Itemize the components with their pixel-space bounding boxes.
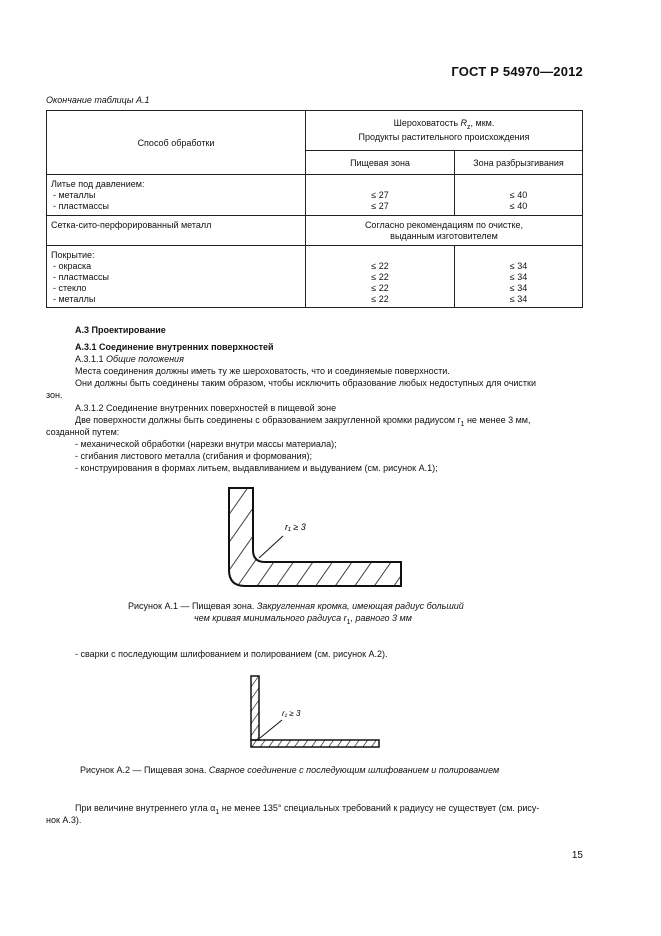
paragraph-1: Места соединения должны иметь ту же шероховатость, что и соединяемые поверхности. [75, 366, 450, 376]
list-item: - сгибания листового металла (сгибания и формования); [75, 451, 312, 461]
figure-a2-caption: Рисунок А.2 — Пищевая зона. Сварное соединение с последующим шлифованием и полированием [80, 765, 500, 775]
table-header-roughness: Шероховатость $R_z$, мкм. Продукты растительного происхождения [306, 111, 583, 151]
figure-a2-radius-label: r₁ ≥ 3 [282, 709, 301, 718]
paragraph-2: Они должны быть соединены таким образом, чтобы исключить образование любых недоступных для очистки [75, 378, 536, 388]
figure-a1-drawing [215, 478, 415, 598]
roughness-table [46, 110, 583, 308]
figure-a2-drawing [244, 672, 384, 752]
table-row: Сетка-сито-перфорированный металл Согласно рекомендациям по очистке, выданным изготовителем [47, 216, 583, 246]
document-code: ГОСТ Р 54970—2012 [451, 64, 583, 79]
table-row: Литье под давлением: - металлы - пластмассы ≤ 27 ≤ 27 ≤ 40 ≤ 40 [47, 175, 583, 216]
list-item: - конструирования в формах литьем, выдавливанием и выдуванием (см. рисунок А.1); [75, 463, 438, 473]
paragraph-2-cont: зон. [46, 390, 63, 400]
figure-a1-caption-line2: чем кривая минимального радиуса $r_1$, равного 3 мм [194, 613, 412, 626]
paragraph-last-cont: нок А.3). [46, 815, 82, 825]
list-item: - сварки с последующим шлифованием и полированием (см. рисунок А.2). [75, 649, 388, 659]
table-header-splash-zone: Зона разбрызгивания [455, 151, 583, 175]
list-item: - механической обработки (нарезки внутри массы материала); [75, 439, 337, 449]
paragraph-last: При величине внутреннего угла $\alpha_1$ не менее 135° специальных требований к радиусу не существует (см. рису- [75, 803, 540, 816]
table-caption: Окончание таблицы А.1 [46, 95, 150, 105]
section-a311-title: А.3.1.1 Общие положения [75, 354, 184, 364]
page-number: 15 [571, 850, 583, 861]
section-a312-title: А.3.1.2 Соединение внутренних поверхностей в пищевой зоне [75, 403, 337, 413]
figure-a1-caption: Рисунок А.1 — Пищевая зона. Закругленная кромка, имеющая радиус больший [128, 601, 464, 611]
paragraph-3-cont: созданной путем: [46, 427, 120, 437]
table-header-method: Способ обработки [47, 111, 306, 175]
table-header-food-zone: Пищевая зона [306, 151, 455, 175]
section-a3-title: А.3 Проектирование [75, 325, 166, 335]
figure-a1-radius-label: r₁ ≥ 3 [285, 522, 306, 532]
section-a31-title: А.3.1 Соединение внутренних поверхностей [75, 342, 274, 352]
paragraph-3: Две поверхности должны быть соединены с образованием закругленной кромки радиусом $r_1$ не менее 3 мм, [75, 415, 531, 428]
table-row: Покрытие: - окраска - пластмассы - стекло - металлы ≤ 22 ≤ 22 ≤ 22 ≤ 22 ≤ 34 ≤ 34 ≤ 34 ≤ 34 [47, 246, 583, 308]
